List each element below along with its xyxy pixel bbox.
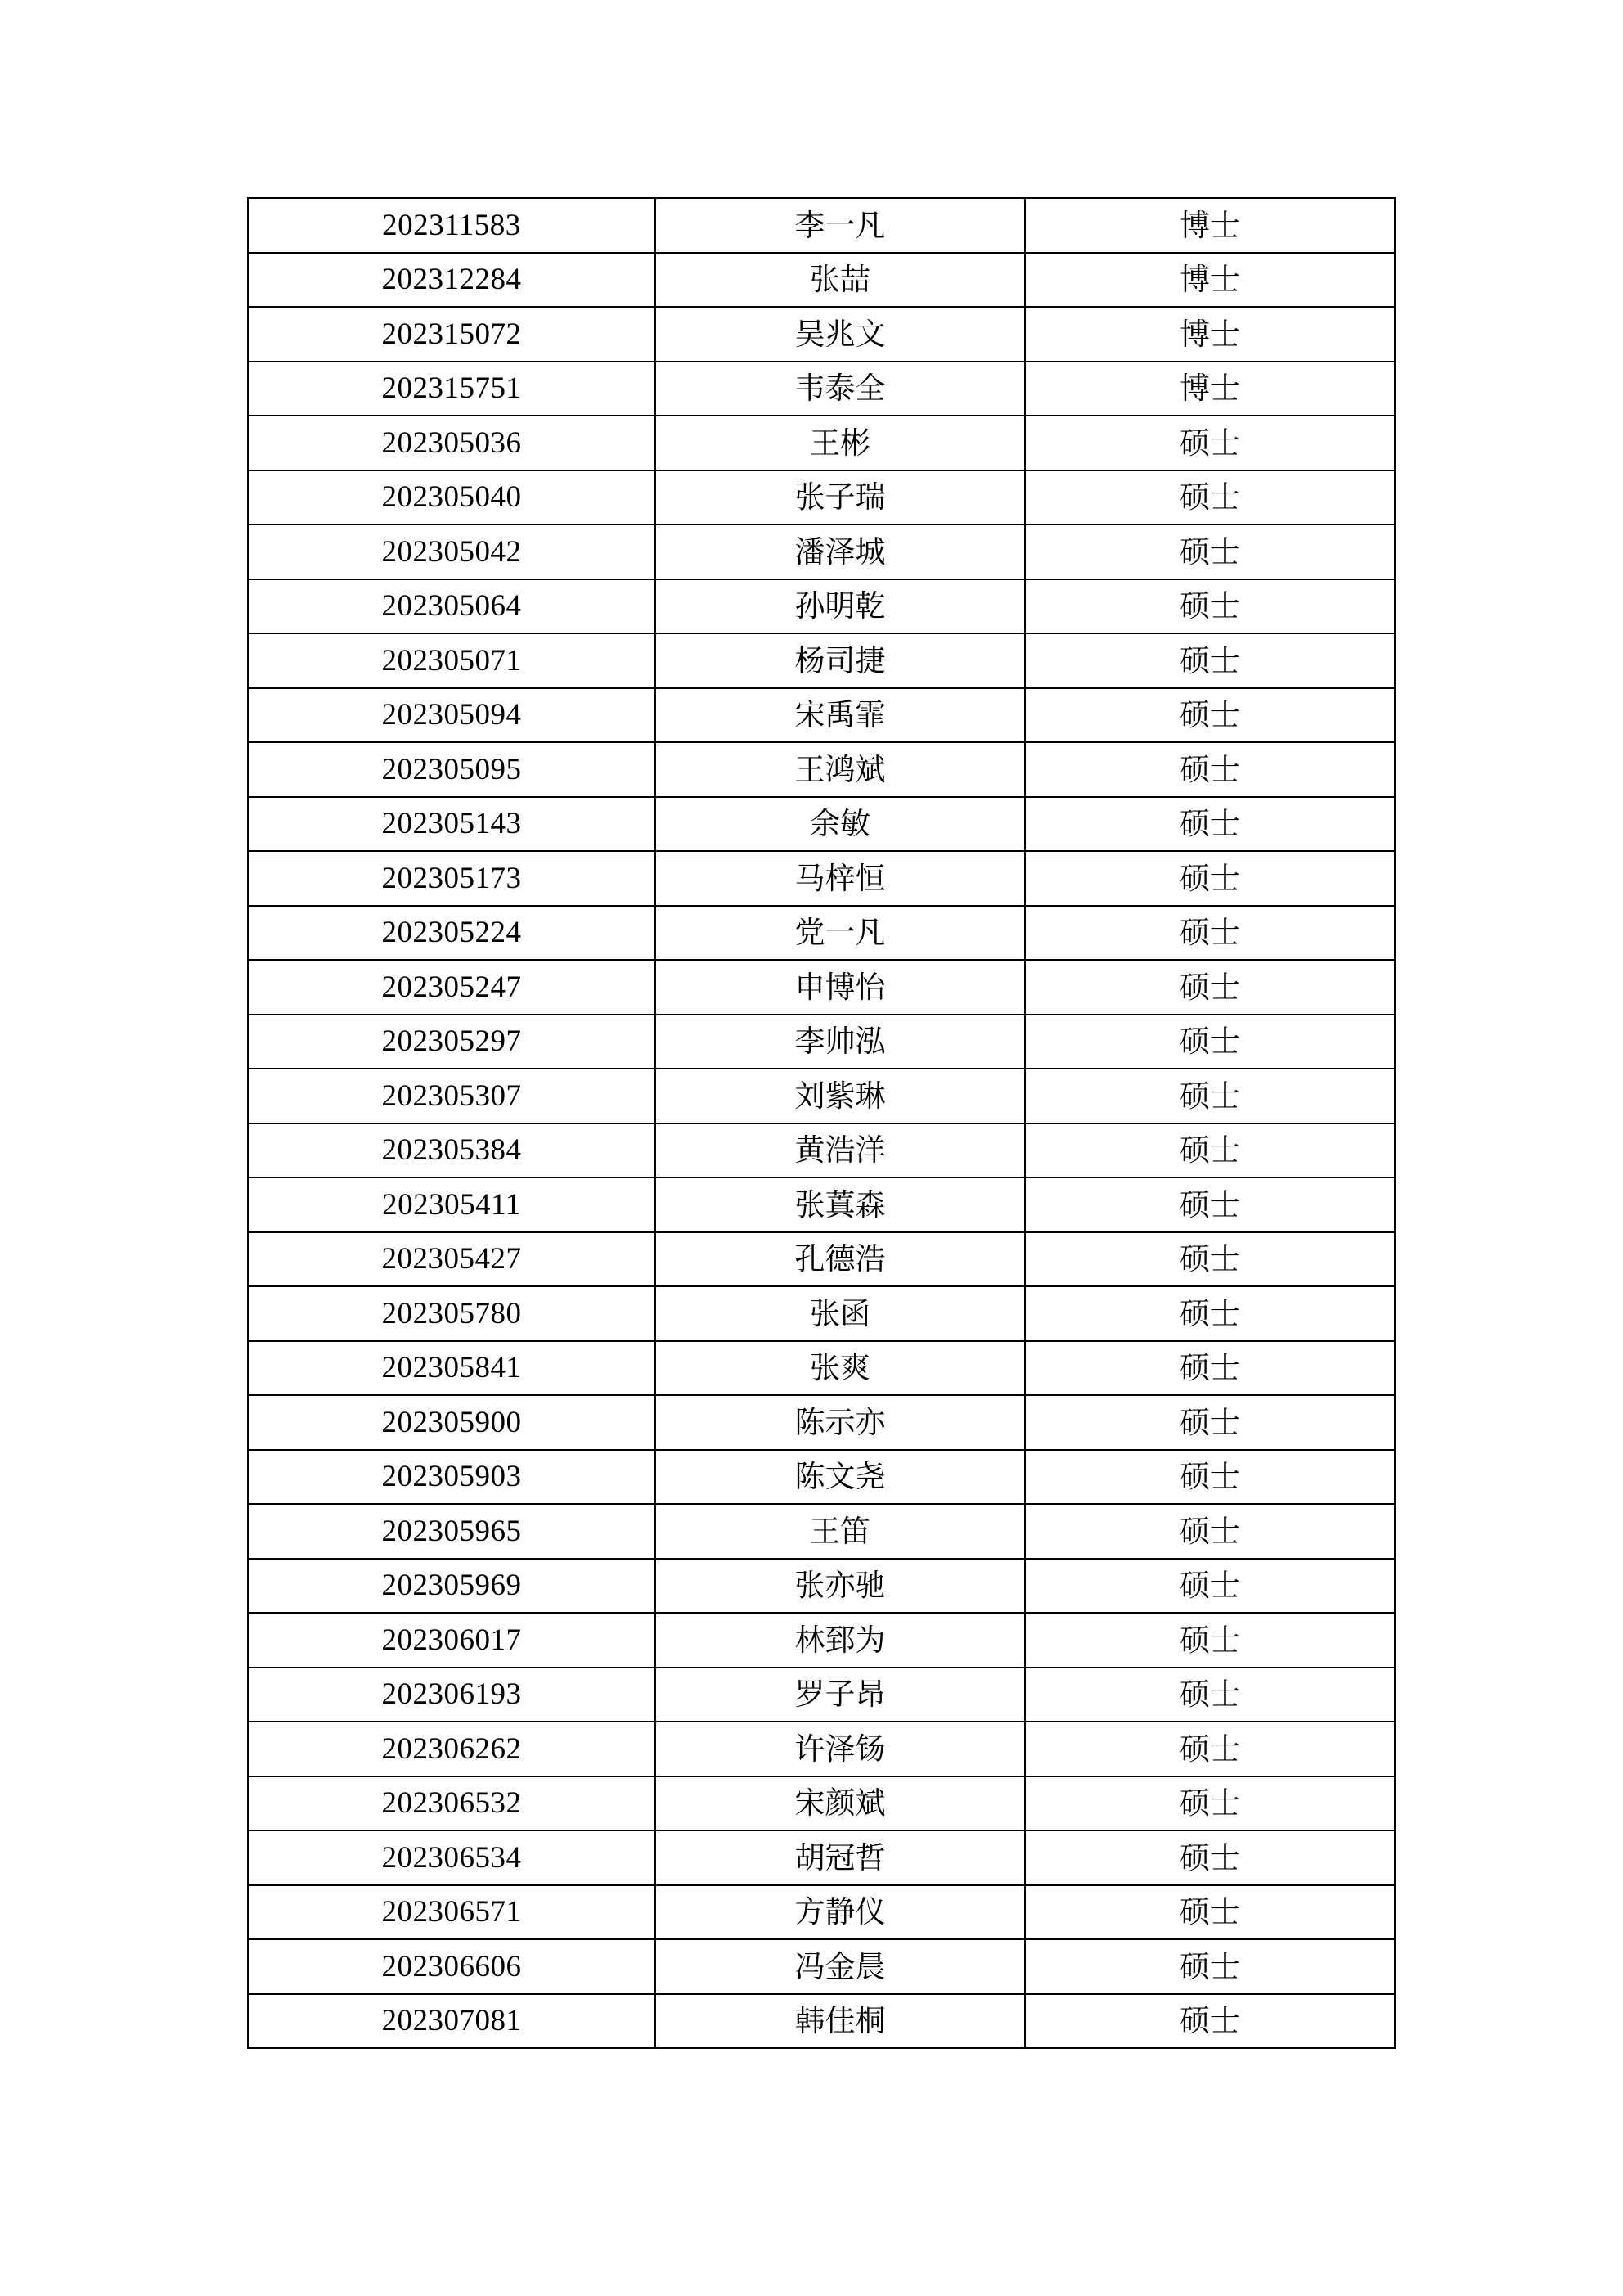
- degree-type-cell: 硕士: [1025, 1939, 1395, 1994]
- student-name-cell: 张子瑞: [655, 470, 1025, 525]
- student-id-cell: 202312284: [248, 253, 655, 308]
- degree-type-cell: 硕士: [1025, 960, 1395, 1015]
- student-name-cell: 黄浩洋: [655, 1123, 1025, 1178]
- degree-type-cell: 硕士: [1025, 851, 1395, 906]
- student-id-cell: 202305224: [248, 906, 655, 961]
- student-name-cell: 王笛: [655, 1504, 1025, 1559]
- table-body: [248, 198, 1395, 2048]
- table-row: [248, 1341, 1395, 1396]
- student-id-cell: 202305036: [248, 416, 655, 470]
- degree-type-cell: 硕士: [1025, 1177, 1395, 1232]
- student-name-cell: 马梓恒: [655, 851, 1025, 906]
- table-row: [248, 797, 1395, 852]
- degree-type-cell: 硕士: [1025, 1395, 1395, 1450]
- student-name-cell: 林郅为: [655, 1613, 1025, 1668]
- student-table: [247, 197, 1396, 2049]
- student-id-cell: 202306606: [248, 1939, 655, 1994]
- table-row: [248, 1395, 1395, 1450]
- student-id-cell: 202305064: [248, 579, 655, 634]
- student-id-cell: 202305411: [248, 1177, 655, 1232]
- student-name-cell: 陈文尧: [655, 1450, 1025, 1505]
- student-name-cell: 韦泰全: [655, 362, 1025, 416]
- table-row: [248, 1177, 1395, 1232]
- student-id-cell: 202305903: [248, 1450, 655, 1505]
- table-row: [248, 579, 1395, 634]
- student-id-cell: 202305042: [248, 524, 655, 579]
- student-id-cell: 202306262: [248, 1722, 655, 1776]
- student-name-cell: 张函: [655, 1286, 1025, 1341]
- student-id-cell: 202306532: [248, 1776, 655, 1831]
- degree-type-cell: 硕士: [1025, 1668, 1395, 1722]
- student-id-cell: 202306534: [248, 1830, 655, 1885]
- student-id-cell: 202307081: [248, 1994, 655, 2049]
- student-id-cell: 202305780: [248, 1286, 655, 1341]
- student-name-cell: 冯金晨: [655, 1939, 1025, 1994]
- table-row: [248, 1776, 1395, 1831]
- student-id-cell: 202305173: [248, 851, 655, 906]
- table-row: [248, 1668, 1395, 1722]
- degree-type-cell: 硕士: [1025, 1015, 1395, 1069]
- student-id-cell: 202311583: [248, 198, 655, 253]
- student-name-cell: 张蒖森: [655, 1177, 1025, 1232]
- table-row: [248, 688, 1395, 743]
- student-id-cell: 202305297: [248, 1015, 655, 1069]
- student-name-cell: 宋颜斌: [655, 1776, 1025, 1831]
- table-row: [248, 253, 1395, 308]
- student-name-cell: 孙明乾: [655, 579, 1025, 634]
- student-name-cell: 罗子昂: [655, 1668, 1025, 1722]
- table-row: [248, 1504, 1395, 1559]
- student-name-cell: 方静仪: [655, 1885, 1025, 1940]
- table-row: [248, 1939, 1395, 1994]
- degree-type-cell: 硕士: [1025, 688, 1395, 743]
- degree-type-cell: 硕士: [1025, 1885, 1395, 1940]
- degree-type-cell: 硕士: [1025, 633, 1395, 688]
- student-id-cell: 202305247: [248, 960, 655, 1015]
- degree-type-cell: 硕士: [1025, 1776, 1395, 1831]
- student-name-cell: 杨司捷: [655, 633, 1025, 688]
- table-row: [248, 307, 1395, 362]
- table-row: [248, 1722, 1395, 1776]
- student-name-cell: 张爽: [655, 1341, 1025, 1396]
- student-id-cell: 202305040: [248, 470, 655, 525]
- degree-type-cell: 硕士: [1025, 1830, 1395, 1885]
- table-row: [248, 1994, 1395, 2049]
- degree-type-cell: 硕士: [1025, 1232, 1395, 1287]
- student-name-cell: 吴兆文: [655, 307, 1025, 362]
- student-id-cell: 202305307: [248, 1069, 655, 1123]
- degree-type-cell: 硕士: [1025, 524, 1395, 579]
- table-row: [248, 1450, 1395, 1505]
- degree-type-cell: 硕士: [1025, 1069, 1395, 1123]
- table-row: [248, 1613, 1395, 1668]
- student-id-cell: 202315751: [248, 362, 655, 416]
- table-row: [248, 362, 1395, 416]
- student-id-cell: 202305143: [248, 797, 655, 852]
- student-id-cell: 202305965: [248, 1504, 655, 1559]
- student-name-cell: 党一凡: [655, 906, 1025, 961]
- student-name-cell: 张亦驰: [655, 1559, 1025, 1614]
- degree-type-cell: 硕士: [1025, 416, 1395, 470]
- student-name-cell: 潘泽城: [655, 524, 1025, 579]
- student-id-cell: 202305071: [248, 633, 655, 688]
- student-id-cell: 202305094: [248, 688, 655, 743]
- student-name-cell: 张喆: [655, 253, 1025, 308]
- table-row: [248, 742, 1395, 797]
- degree-type-cell: 硕士: [1025, 1722, 1395, 1776]
- table-row: [248, 1885, 1395, 1940]
- degree-type-cell: 硕士: [1025, 579, 1395, 634]
- table-row: [248, 1559, 1395, 1614]
- table-row: [248, 1232, 1395, 1287]
- student-id-cell: 202305384: [248, 1123, 655, 1178]
- degree-type-cell: 博士: [1025, 198, 1395, 253]
- student-name-cell: 孔德浩: [655, 1232, 1025, 1287]
- table-row: [248, 416, 1395, 470]
- student-id-cell: 202305969: [248, 1559, 655, 1614]
- table-row: [248, 633, 1395, 688]
- degree-type-cell: 硕士: [1025, 906, 1395, 961]
- table-row: [248, 1123, 1395, 1178]
- table-row: [248, 1830, 1395, 1885]
- table-row: [248, 851, 1395, 906]
- degree-type-cell: 硕士: [1025, 1613, 1395, 1668]
- student-id-cell: 202315072: [248, 307, 655, 362]
- student-id-cell: 202306017: [248, 1613, 655, 1668]
- table-row: [248, 960, 1395, 1015]
- table-row: [248, 198, 1395, 253]
- degree-type-cell: 硕士: [1025, 470, 1395, 525]
- table-row: [248, 1069, 1395, 1123]
- student-name-cell: 胡冠哲: [655, 1830, 1025, 1885]
- student-name-cell: 许泽钖: [655, 1722, 1025, 1776]
- student-name-cell: 王鸿斌: [655, 742, 1025, 797]
- table-row: [248, 1015, 1395, 1069]
- table-row: [248, 524, 1395, 579]
- degree-type-cell: 博士: [1025, 362, 1395, 416]
- degree-type-cell: 硕士: [1025, 742, 1395, 797]
- degree-type-cell: 硕士: [1025, 1450, 1395, 1505]
- degree-type-cell: 硕士: [1025, 1286, 1395, 1341]
- degree-type-cell: 硕士: [1025, 1994, 1395, 2049]
- table-row: [248, 470, 1395, 525]
- student-name-cell: 韩佳桐: [655, 1994, 1025, 2049]
- degree-type-cell: 硕士: [1025, 797, 1395, 852]
- student-name-cell: 刘紫琳: [655, 1069, 1025, 1123]
- student-name-cell: 王彬: [655, 416, 1025, 470]
- student-name-cell: 李帅泓: [655, 1015, 1025, 1069]
- degree-type-cell: 博士: [1025, 307, 1395, 362]
- degree-type-cell: 博士: [1025, 253, 1395, 308]
- degree-type-cell: 硕士: [1025, 1341, 1395, 1396]
- degree-type-cell: 硕士: [1025, 1559, 1395, 1614]
- student-name-cell: 李一凡: [655, 198, 1025, 253]
- student-name-cell: 余敏: [655, 797, 1025, 852]
- student-id-cell: 202305095: [248, 742, 655, 797]
- degree-type-cell: 硕士: [1025, 1123, 1395, 1178]
- student-id-cell: 202305900: [248, 1395, 655, 1450]
- table-row: [248, 1286, 1395, 1341]
- degree-type-cell: 硕士: [1025, 1504, 1395, 1559]
- student-id-cell: 202305427: [248, 1232, 655, 1287]
- student-name-cell: 申博怡: [655, 960, 1025, 1015]
- student-id-cell: 202305841: [248, 1341, 655, 1396]
- student-name-cell: 陈示亦: [655, 1395, 1025, 1450]
- table-row: [248, 906, 1395, 961]
- student-id-cell: 202306193: [248, 1668, 655, 1722]
- student-id-cell: 202306571: [248, 1885, 655, 1940]
- student-name-cell: 宋禹霏: [655, 688, 1025, 743]
